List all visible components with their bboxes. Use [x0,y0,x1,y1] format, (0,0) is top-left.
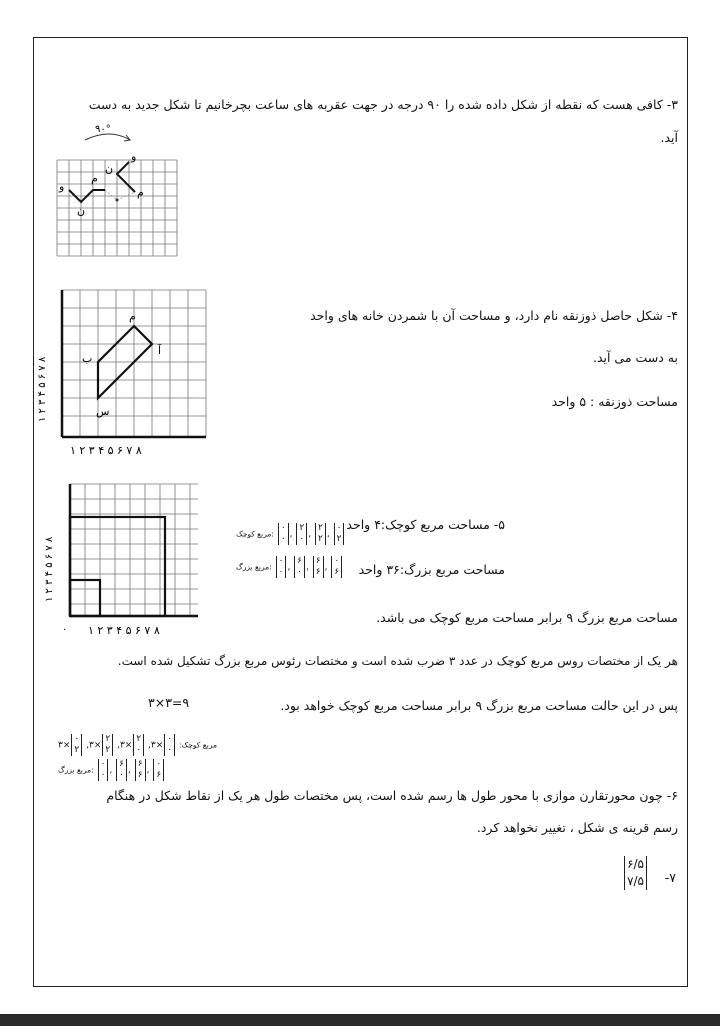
q5-small-v3: ۲ ۲ [315,523,326,545]
q4-x-ticks: ۱ ۲ ۳ ۴ ۵ ۶ ۷ ۸ [70,444,142,457]
q7-top: ۶/۵ [627,857,644,871]
q7-number: -۷ [664,870,676,885]
q5-big-v1: ۰ ۰ [276,556,287,578]
q4-y-ticks: ۱ ۲ ۳ ۴ ۵ ۶ ۷ ۸ [37,356,48,422]
q3-line1: ۳- کافی هست که نقطه از شکل داده شده را ۹۰ درجه در جهت عقربه های ساعت بچرخانیم تا شکل جدید به دست [88,97,678,112]
q5-small-vertices: مربع کوچک: ۰ ۰ , ۲ ۰ , ۲ ۲ , ۰ ۲ [236,523,345,545]
q4-trapezoid-figure [37,282,215,460]
q5-big-v4: ۰ ۶ [331,556,342,578]
q4-label-s: س [96,405,110,418]
q5-small-v4: ۰ ۲ [334,523,345,545]
q4-label-b: ب [82,352,93,365]
q3-label-n2: ن [105,162,114,175]
q5-line3: مساحت مربع بزرگ ۹ برابر مساحت مربع کوچک می باشد. [376,610,678,625]
q6-line2: رسم قرینه ی شکل ، تغییر نخواهد کرد. [476,820,678,835]
q4-label-a: آ [158,344,162,357]
q5-big-v3: ۶ ۶ [313,556,324,578]
q5-big-v2: ۶ ۰ [294,556,305,578]
bottom-bar [0,1014,720,1026]
q5-squares-figure [40,480,215,640]
q5-y-ticks: ۱ ۲ ۳ ۴ ۵ ۶ ۷ ۸ [44,536,55,602]
q4-line1: ۴- شکل حاصل ذوزنقه نام دارد، و مساحت آن با شمردن خانه های واحد [310,308,678,323]
q3-label-n1: ن [77,204,86,217]
q5-big-vertices: مربع بزرگ: ۰ ۰ , ۶ ۰ , ۶ ۶ , ۰ ۶ [236,556,343,578]
q3-label-m1: م [91,172,98,185]
q5-small-label: مربع کوچک: [236,529,274,539]
q5-times-big: مربع بزرگ: ۰ ۰ , ۶ ۰ , ۶ ۶ , ۰ ۶ [58,759,165,781]
q3-rotation-figure [55,110,180,260]
q5-small-v1: ۰ ۰ [278,523,289,545]
q4-label-m: م [129,310,136,323]
q6-line1: ۶- چون محورتقارن موازی با محور طول ها رسم شده است، پس مختصات طول هر یک از نقاط شکل در هنگام [106,788,678,803]
q5-line1: ۵- مساحت مربع کوچک:۴ واحد [346,517,505,532]
q5-line2: مساحت مربع بزرگ:۳۶ واحد [358,562,505,577]
q3-angle-label: ۹۰° [95,124,111,135]
q7-bottom: ۷/۵ [627,874,644,888]
q5-line4: هر یک از مختصات روس مربع کوچک در عدد ۳ ضرب شده است و مختصات رئوس مربع بزرگ تشکیل شده است. [117,654,678,668]
q5-x-ticks: ۱ ۲ ۳ ۴ ۵ ۶ ۷ ۸ [88,624,160,637]
q5-small-v2: ۲ ۰ [296,523,307,545]
q4-line3: مساحت ذوزنقه : ۵ واحد [551,394,678,409]
q5-big-label: مربع بزرگ: [236,562,272,572]
q4-line2: به دست می آید. [592,350,678,365]
q5-origin: ۰ [62,624,68,635]
q5-times-small: مربع کوچک: ۰ ۰ ×۳, ۲ ۰ ×۳, ۲ ۲ ×۳, ۰ ۲ ×۳ [58,734,217,755]
q5-line5: پس در این حالت مساحت مربع بزرگ ۹ برابر مساحت مربع کوچک خواهد بود. [280,698,678,713]
q7-answer-vector [623,856,648,890]
q3-label-m2: م [137,186,144,199]
q3-label-w1: و [59,180,65,193]
q5-formula: ۳×۳=۹ [148,695,190,710]
q3-line2: آید. [660,130,678,145]
q3-label-w2: و [131,150,137,163]
